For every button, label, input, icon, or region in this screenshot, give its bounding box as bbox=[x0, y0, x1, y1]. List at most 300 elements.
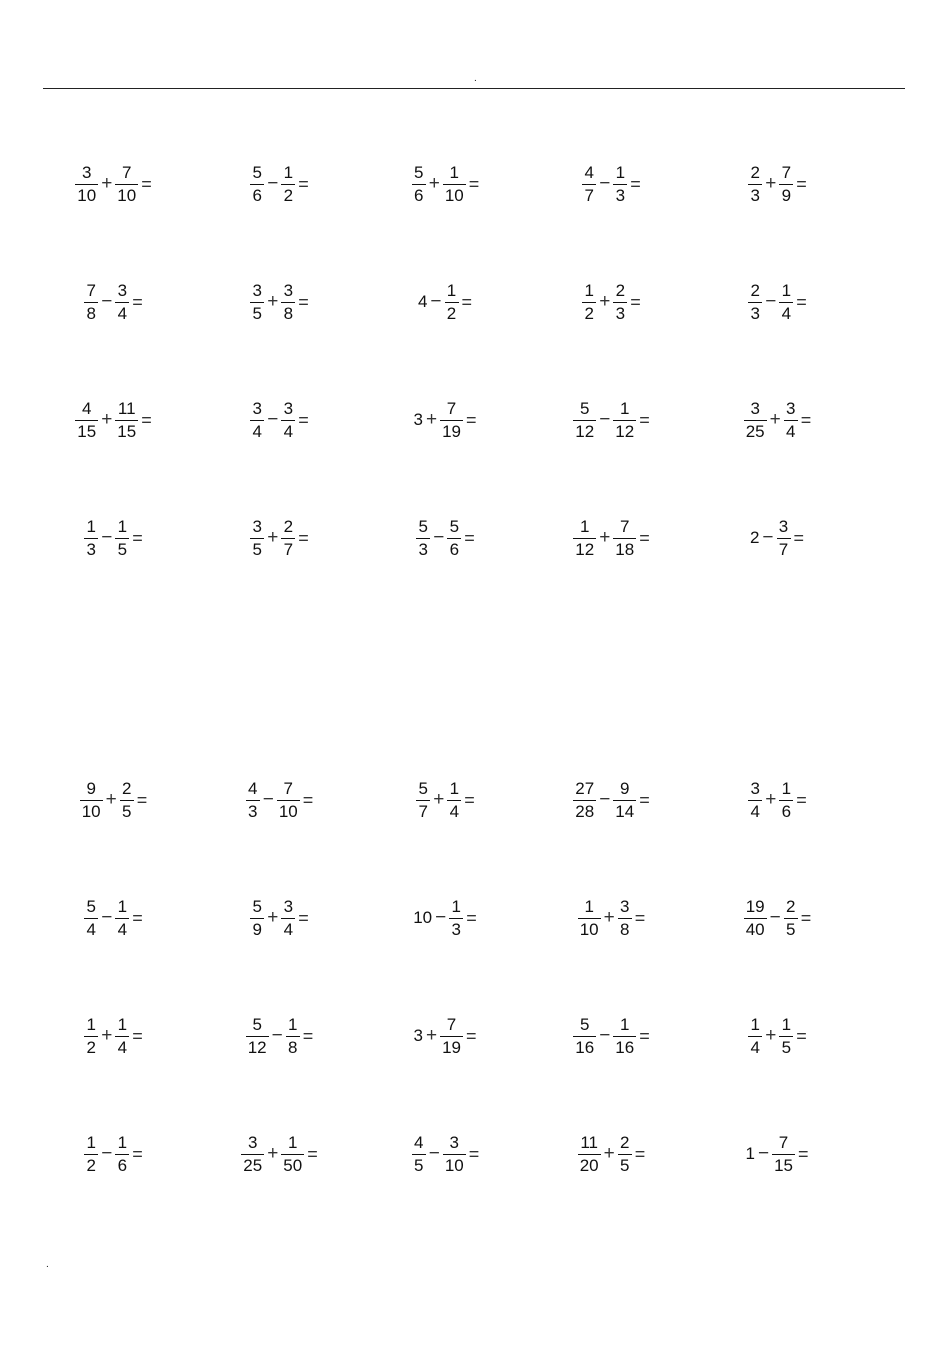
numerator: 7 bbox=[778, 1132, 789, 1152]
fraction bbox=[416, 780, 430, 821]
whole-number: 10 bbox=[413, 908, 433, 927]
operator: + bbox=[101, 1025, 113, 1046]
equals-sign: = bbox=[796, 174, 807, 194]
fraction bbox=[582, 164, 596, 205]
expression bbox=[413, 400, 476, 441]
operator: − bbox=[599, 409, 611, 430]
math-problem bbox=[694, 894, 860, 942]
operator: − bbox=[433, 527, 445, 548]
whole-number: 3 bbox=[413, 410, 423, 429]
expression bbox=[750, 518, 804, 559]
expression bbox=[74, 400, 151, 441]
operator: − bbox=[271, 1025, 283, 1046]
denominator: 7 bbox=[416, 800, 430, 821]
equals-sign: = bbox=[465, 410, 477, 430]
numerator: 4 bbox=[584, 162, 594, 182]
fraction bbox=[779, 780, 793, 821]
expression bbox=[747, 1016, 807, 1057]
operator: + bbox=[433, 789, 445, 810]
fraction bbox=[779, 1016, 793, 1057]
expression bbox=[747, 164, 807, 205]
numerator: 19 bbox=[745, 896, 765, 916]
denominator: 5 bbox=[250, 538, 264, 559]
denominator: 15 bbox=[77, 421, 97, 441]
equals-sign: = bbox=[468, 1144, 480, 1164]
expression bbox=[411, 1134, 480, 1175]
denominator: 2 bbox=[84, 1036, 98, 1057]
expression bbox=[418, 282, 472, 323]
fraction bbox=[277, 780, 300, 821]
operator: + bbox=[101, 173, 113, 194]
fraction bbox=[250, 400, 264, 441]
operator: − bbox=[430, 291, 442, 312]
numerator: 1 bbox=[579, 516, 590, 536]
math-problem bbox=[196, 776, 362, 824]
numerator: 3 bbox=[620, 896, 630, 916]
equals-sign: = bbox=[136, 790, 148, 810]
fraction bbox=[84, 1134, 98, 1175]
fraction bbox=[779, 164, 793, 205]
problem-row bbox=[30, 514, 860, 632]
expression bbox=[249, 400, 309, 441]
expression bbox=[240, 1134, 317, 1175]
operator: + bbox=[428, 173, 440, 194]
expression bbox=[577, 898, 646, 939]
numerator: 5 bbox=[579, 1014, 590, 1034]
denominator: 4 bbox=[779, 302, 793, 323]
fraction bbox=[443, 164, 466, 205]
operator: + bbox=[603, 907, 615, 928]
operator: + bbox=[267, 1143, 279, 1164]
expression bbox=[572, 400, 649, 441]
fraction bbox=[784, 400, 798, 441]
numerator: 1 bbox=[781, 778, 792, 798]
equals-sign: = bbox=[132, 1026, 143, 1046]
fraction bbox=[744, 400, 767, 441]
denominator: 8 bbox=[618, 918, 632, 939]
denominator: 4 bbox=[115, 918, 129, 939]
fraction bbox=[582, 282, 596, 323]
denominator: 10 bbox=[444, 185, 464, 205]
fraction bbox=[281, 518, 295, 559]
fraction bbox=[784, 898, 798, 939]
denominator: 3 bbox=[84, 538, 98, 559]
math-problem bbox=[694, 776, 860, 824]
fraction bbox=[115, 898, 129, 939]
whole-number: 2 bbox=[749, 528, 760, 547]
numerator: 7 bbox=[122, 162, 132, 182]
fraction bbox=[84, 282, 98, 323]
denominator: 28 bbox=[575, 801, 595, 821]
numerator: 9 bbox=[620, 778, 630, 798]
equals-sign: = bbox=[132, 292, 143, 312]
math-problem bbox=[528, 396, 694, 444]
fraction bbox=[250, 898, 264, 939]
equals-sign: = bbox=[796, 292, 807, 312]
fraction bbox=[120, 780, 134, 821]
problem-row bbox=[30, 1130, 860, 1248]
fraction bbox=[241, 1134, 264, 1175]
operator: − bbox=[599, 173, 611, 194]
expression bbox=[745, 1134, 808, 1175]
denominator: 15 bbox=[117, 421, 137, 441]
denominator: 3 bbox=[613, 184, 627, 205]
denominator: 3 bbox=[748, 184, 762, 205]
math-problem bbox=[196, 160, 362, 208]
operator: − bbox=[267, 409, 279, 430]
worksheet-section-2 bbox=[30, 776, 860, 1248]
fraction bbox=[613, 400, 636, 441]
fraction bbox=[613, 164, 627, 205]
numerator: 1 bbox=[288, 1014, 298, 1034]
operator: − bbox=[101, 907, 113, 928]
math-problem bbox=[30, 278, 196, 326]
denominator: 4 bbox=[748, 1036, 762, 1057]
expression bbox=[249, 898, 309, 939]
math-problem bbox=[196, 1130, 362, 1178]
math-problem bbox=[196, 514, 362, 562]
problem-row bbox=[30, 1012, 860, 1130]
fraction bbox=[412, 1134, 426, 1175]
operator: + bbox=[267, 527, 279, 548]
math-problem bbox=[30, 514, 196, 562]
equals-sign: = bbox=[141, 174, 152, 194]
denominator: 5 bbox=[784, 918, 798, 939]
equals-sign: = bbox=[298, 174, 309, 194]
equals-sign: = bbox=[302, 790, 314, 810]
numerator: 2 bbox=[620, 1132, 630, 1152]
fraction bbox=[449, 898, 463, 939]
numerator: 4 bbox=[81, 398, 92, 418]
equals-sign: = bbox=[141, 410, 152, 430]
denominator: 10 bbox=[77, 185, 97, 205]
denominator: 4 bbox=[281, 420, 295, 441]
fraction bbox=[115, 400, 138, 441]
fraction bbox=[115, 282, 129, 323]
denominator: 10 bbox=[81, 801, 101, 821]
operator: + bbox=[599, 291, 611, 312]
fraction bbox=[748, 282, 762, 323]
fraction bbox=[618, 898, 632, 939]
math-problem bbox=[694, 396, 860, 444]
fraction bbox=[578, 898, 601, 939]
equals-sign: = bbox=[634, 1144, 646, 1164]
denominator: 8 bbox=[286, 1036, 300, 1057]
fraction bbox=[573, 518, 596, 559]
denominator: 2 bbox=[445, 302, 459, 323]
fraction bbox=[250, 518, 264, 559]
expression bbox=[79, 780, 148, 821]
denominator: 18 bbox=[615, 539, 635, 559]
numerator: 11 bbox=[117, 398, 136, 418]
denominator: 14 bbox=[615, 801, 635, 821]
operator: + bbox=[267, 291, 279, 312]
math-problem bbox=[362, 160, 528, 208]
expression bbox=[245, 780, 314, 821]
problem-row bbox=[30, 894, 860, 1012]
math-problem bbox=[528, 1012, 694, 1060]
numerator: 3 bbox=[778, 516, 789, 536]
equals-sign: = bbox=[796, 1026, 807, 1046]
equals-sign: = bbox=[639, 1026, 650, 1046]
denominator: 10 bbox=[278, 801, 298, 821]
numerator: 3 bbox=[252, 280, 262, 300]
fraction bbox=[286, 1016, 300, 1057]
denominator: 16 bbox=[615, 1037, 635, 1057]
equals-sign: = bbox=[464, 790, 475, 810]
equals-sign: = bbox=[639, 790, 650, 810]
expression bbox=[83, 898, 143, 939]
denominator: 5 bbox=[250, 302, 264, 323]
math-problem bbox=[362, 1012, 528, 1060]
numerator: 7 bbox=[781, 162, 792, 182]
denominator: 9 bbox=[250, 918, 264, 939]
operator: − bbox=[599, 1025, 611, 1046]
problem-row bbox=[30, 776, 860, 894]
numerator: 2 bbox=[122, 778, 132, 798]
numerator: 1 bbox=[86, 1014, 96, 1034]
fraction bbox=[440, 1016, 463, 1057]
operator: + bbox=[425, 1025, 438, 1046]
numerator: 1 bbox=[781, 280, 792, 300]
equals-sign: = bbox=[634, 908, 646, 928]
numerator: 1 bbox=[117, 896, 128, 916]
operator: + bbox=[267, 907, 279, 928]
numerator: 3 bbox=[786, 398, 796, 418]
denominator: 5 bbox=[120, 800, 134, 821]
fraction bbox=[412, 164, 426, 205]
numerator: 1 bbox=[117, 1132, 128, 1152]
numerator: 7 bbox=[86, 280, 96, 300]
numerator: 5 bbox=[252, 896, 262, 916]
equals-sign: = bbox=[465, 1026, 477, 1046]
numerator: 2 bbox=[283, 516, 294, 536]
fraction bbox=[445, 282, 459, 323]
equals-sign: = bbox=[298, 528, 309, 548]
denominator: 4 bbox=[281, 918, 295, 939]
denominator: 3 bbox=[416, 538, 430, 559]
numerator: 1 bbox=[449, 162, 460, 182]
fraction bbox=[744, 898, 767, 939]
denominator: 19 bbox=[442, 421, 461, 441]
numerator: 1 bbox=[451, 896, 461, 916]
fraction bbox=[75, 164, 98, 205]
numerator: 1 bbox=[283, 162, 294, 182]
numerator: 1 bbox=[584, 280, 594, 300]
equals-sign: = bbox=[468, 174, 480, 194]
fraction bbox=[281, 400, 295, 441]
numerator: 1 bbox=[781, 1014, 792, 1034]
math-problem bbox=[528, 278, 694, 326]
numerator: 1 bbox=[86, 1132, 96, 1152]
denominator: 4 bbox=[250, 420, 264, 441]
expression bbox=[413, 898, 477, 939]
denominator: 4 bbox=[115, 302, 129, 323]
fraction bbox=[416, 518, 430, 559]
operator: + bbox=[765, 173, 777, 194]
expression bbox=[83, 282, 143, 323]
denominator: 6 bbox=[115, 1154, 129, 1175]
math-problem bbox=[528, 1130, 694, 1178]
operator: + bbox=[765, 789, 777, 810]
denominator: 6 bbox=[779, 800, 793, 821]
denominator: 10 bbox=[117, 185, 137, 205]
fraction bbox=[115, 1016, 129, 1057]
numerator: 5 bbox=[418, 778, 428, 798]
fraction bbox=[84, 1016, 98, 1057]
fraction bbox=[578, 1134, 601, 1175]
operator: − bbox=[765, 291, 777, 312]
numerator: 4 bbox=[247, 778, 258, 798]
fraction bbox=[618, 1134, 632, 1175]
equals-sign: = bbox=[639, 410, 650, 430]
math-problem bbox=[694, 278, 860, 326]
denominator: 10 bbox=[444, 1155, 464, 1175]
fraction bbox=[440, 400, 463, 441]
denominator: 15 bbox=[774, 1155, 793, 1175]
denominator: 6 bbox=[412, 184, 426, 205]
math-problem bbox=[362, 776, 528, 824]
denominator: 2 bbox=[281, 184, 295, 205]
header-rule bbox=[43, 88, 905, 89]
denominator: 50 bbox=[283, 1155, 303, 1175]
math-problem bbox=[528, 894, 694, 942]
numerator: 3 bbox=[449, 1132, 460, 1152]
denominator: 4 bbox=[84, 918, 98, 939]
numerator: 5 bbox=[579, 398, 590, 418]
operator: − bbox=[428, 1143, 440, 1164]
numerator: 4 bbox=[413, 1132, 424, 1152]
numerator: 5 bbox=[252, 1014, 262, 1034]
math-problem bbox=[30, 160, 196, 208]
operator: − bbox=[435, 907, 447, 928]
math-problem bbox=[528, 776, 694, 824]
fraction bbox=[613, 780, 636, 821]
math-problem bbox=[362, 1130, 528, 1178]
fraction bbox=[281, 164, 295, 205]
expression bbox=[249, 282, 309, 323]
fraction bbox=[84, 898, 98, 939]
whole-number: 1 bbox=[745, 1144, 755, 1163]
fraction bbox=[613, 518, 636, 559]
numerator: 1 bbox=[86, 516, 96, 536]
fraction bbox=[748, 1016, 762, 1057]
operator: + bbox=[603, 1143, 615, 1164]
fraction bbox=[250, 164, 264, 205]
fraction bbox=[281, 898, 295, 939]
fraction bbox=[115, 518, 129, 559]
numerator: 1 bbox=[117, 1014, 128, 1034]
math-problem bbox=[694, 514, 860, 562]
numerator: 11 bbox=[580, 1132, 598, 1152]
operator: − bbox=[262, 789, 274, 810]
numerator: 1 bbox=[449, 778, 460, 798]
expression bbox=[83, 518, 143, 559]
numerator: 3 bbox=[81, 162, 92, 182]
expression bbox=[415, 780, 475, 821]
denominator: 3 bbox=[748, 302, 762, 323]
math-problem bbox=[694, 160, 860, 208]
expression bbox=[572, 1016, 649, 1057]
operator: + bbox=[765, 1025, 777, 1046]
expression bbox=[581, 164, 641, 205]
math-problem bbox=[362, 278, 528, 326]
math-problem bbox=[30, 776, 196, 824]
equals-sign: = bbox=[298, 410, 309, 430]
equals-sign: = bbox=[298, 292, 309, 312]
math-problem bbox=[30, 894, 196, 942]
denominator: 5 bbox=[115, 538, 129, 559]
worksheet-section-1 bbox=[30, 160, 860, 632]
equals-sign: = bbox=[132, 908, 143, 928]
denominator: 19 bbox=[442, 1037, 461, 1057]
denominator: 8 bbox=[84, 302, 98, 323]
expression bbox=[74, 164, 151, 205]
operator: − bbox=[101, 527, 113, 548]
denominator: 4 bbox=[748, 800, 762, 821]
operator: − bbox=[101, 291, 113, 312]
denominator: 7 bbox=[582, 184, 596, 205]
math-problem bbox=[30, 1012, 196, 1060]
numerator: 1 bbox=[117, 516, 128, 536]
math-problem bbox=[362, 514, 528, 562]
expression bbox=[572, 780, 649, 821]
fraction bbox=[573, 1016, 596, 1057]
denominator: 12 bbox=[615, 421, 635, 441]
numerator: 3 bbox=[750, 778, 760, 798]
equals-sign: = bbox=[800, 410, 812, 430]
equals-sign: = bbox=[461, 292, 473, 312]
numerator: 5 bbox=[449, 516, 460, 536]
numerator: 1 bbox=[620, 398, 630, 418]
equals-sign: = bbox=[639, 528, 650, 548]
expression bbox=[743, 400, 812, 441]
fraction bbox=[613, 1016, 636, 1057]
equals-sign: = bbox=[132, 1144, 143, 1164]
equals-sign: = bbox=[800, 908, 812, 928]
denominator: 12 bbox=[247, 1037, 267, 1057]
fraction bbox=[80, 780, 103, 821]
equals-sign: = bbox=[793, 528, 805, 548]
equals-sign: = bbox=[307, 1144, 318, 1164]
operator: − bbox=[101, 1143, 113, 1164]
math-problem bbox=[196, 278, 362, 326]
problem-row bbox=[30, 396, 860, 514]
fraction bbox=[777, 518, 791, 559]
denominator: 40 bbox=[745, 919, 765, 939]
denominator: 4 bbox=[784, 420, 798, 441]
fraction bbox=[613, 282, 627, 323]
equals-sign: = bbox=[298, 908, 309, 928]
expression bbox=[245, 1016, 314, 1057]
operator: + bbox=[599, 527, 611, 548]
operator: + bbox=[769, 409, 781, 430]
denominator: 2 bbox=[84, 1154, 98, 1175]
fraction bbox=[748, 164, 762, 205]
fraction bbox=[443, 1134, 466, 1175]
fraction bbox=[281, 282, 295, 323]
denominator: 2 bbox=[582, 302, 596, 323]
numerator: 5 bbox=[86, 896, 96, 916]
operator: + bbox=[425, 409, 438, 430]
footer-dot: . bbox=[46, 1259, 49, 1270]
numerator: 2 bbox=[750, 162, 760, 182]
equals-sign: = bbox=[630, 292, 641, 312]
numerator: 5 bbox=[413, 162, 424, 182]
operator: − bbox=[599, 789, 611, 810]
numerator: 7 bbox=[446, 398, 457, 418]
expression bbox=[747, 282, 807, 323]
